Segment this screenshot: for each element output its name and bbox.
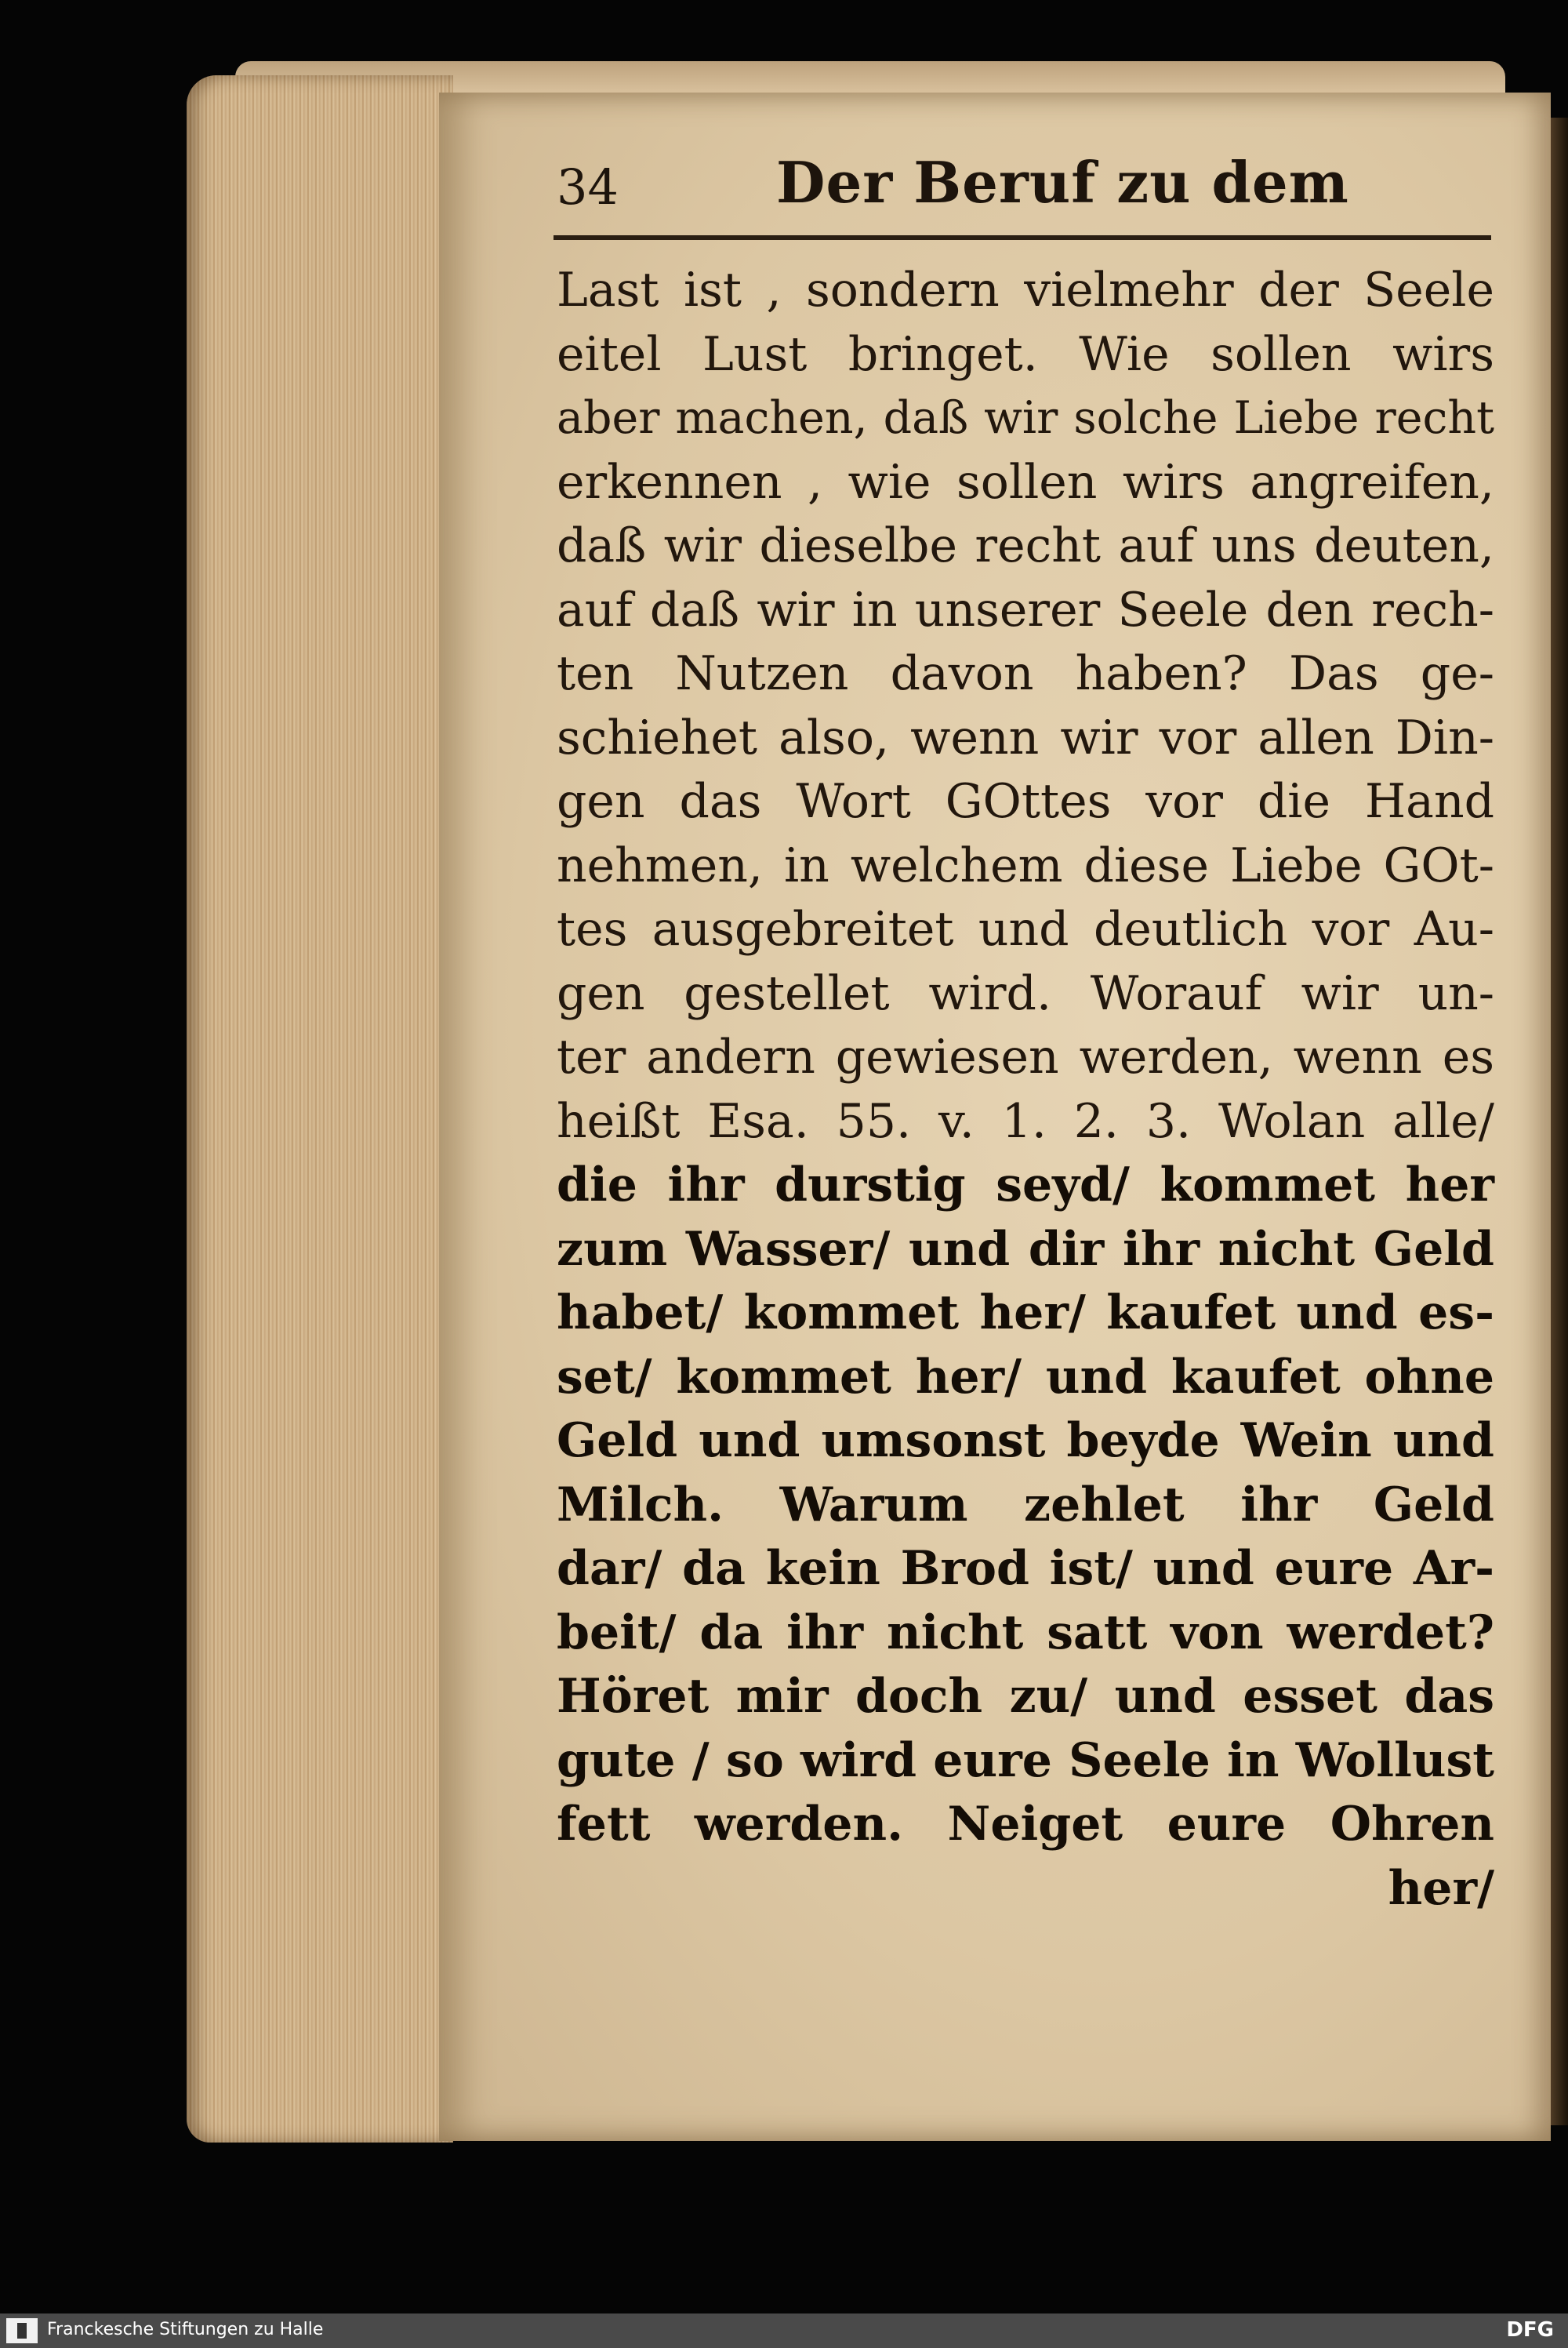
- book-page-edges: [187, 75, 453, 2143]
- institution-name: Franckesche Stiftungen zu Halle: [47, 2320, 324, 2339]
- page-number: 34: [557, 158, 619, 216]
- text-line: Milch. Warum zehlet ihr Geld: [557, 1477, 1494, 1532]
- text-line: ter andern gewiesen werden, wenn es: [557, 1030, 1494, 1085]
- text-line: habet/ kommet her/ kaufet und es-: [557, 1285, 1494, 1340]
- text-line: eitel Lust bringet. Wie sollen wirs: [557, 326, 1494, 382]
- text-line: dar/ da kein Brod ist/ und eure Ar-: [557, 1541, 1494, 1596]
- institution-logo-icon: [6, 2318, 38, 2343]
- text-line: gute / so wird eure Seele in Wollust: [557, 1732, 1494, 1788]
- text-line: gen das Wort GOttes vor die Hand: [557, 774, 1494, 829]
- viewer-footer-bar: [0, 2313, 1568, 2348]
- text-line: zum Wasser/ und dir ihr nicht Geld: [557, 1221, 1494, 1277]
- running-title: Der Beruf zu dem: [776, 149, 1349, 216]
- text-line: beit/ da ihr nicht satt von werdet?: [557, 1605, 1494, 1660]
- text-line: die ihr durstig seyd/ kommet her: [557, 1158, 1494, 1212]
- header-rule: [554, 235, 1491, 240]
- text-line: ten Nutzen davon haben? Das ge-: [557, 646, 1494, 701]
- text-line: auf daß wir in unserer Seele den rech-: [557, 582, 1494, 638]
- text-line: Geld und umsonst beyde Wein und: [557, 1413, 1494, 1468]
- text-line: set/ kommet her/ und kaufet ohne: [557, 1349, 1494, 1405]
- text-line: schiehet also, wenn wir vor allen Din-: [557, 710, 1494, 765]
- text-line: fett werden. Neiget eure Ohren: [557, 1797, 1494, 1852]
- text-line: her/: [1388, 1860, 1494, 1916]
- text-line: gen gestellet wird. Worauf wir un-: [557, 965, 1494, 1021]
- text-line: daß wir dieselbe recht auf uns deuten,: [557, 518, 1494, 573]
- text-line: Höret mir doch zu/ und esset das: [557, 1669, 1494, 1724]
- text-line: Last ist , sondern vielmehr der Seele: [557, 263, 1494, 318]
- page-header: [557, 149, 1490, 235]
- text-line: heißt Esa. 55. v. 1. 2. 3. Wolan alle/: [557, 1093, 1494, 1149]
- text-line: tes ausgebreitet und deutlich vor Au-: [557, 902, 1494, 957]
- dfg-logo: DFG: [1506, 2318, 1554, 2342]
- text-line: erkennen , wie sollen wirs angreifen,: [557, 454, 1494, 510]
- text-line: nehmen, in welchem diese Liebe GOt-: [557, 838, 1494, 893]
- text-line: aber machen, daß wir solche Liebe recht: [557, 392, 1494, 444]
- body-text: [557, 259, 1494, 1921]
